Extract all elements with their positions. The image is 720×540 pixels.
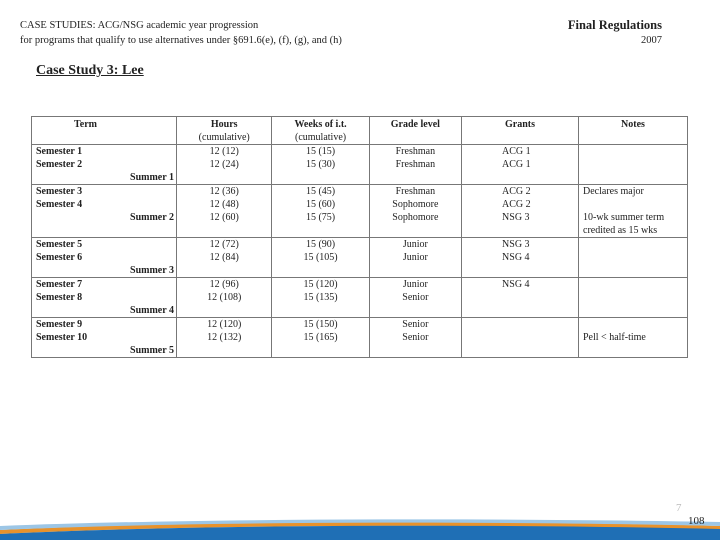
cell-term: Summer 2 [32, 211, 177, 238]
cell-notes [579, 158, 688, 171]
cell-weeks [272, 264, 369, 278]
cell-notes [579, 304, 688, 318]
cell-term: Semester 7 [32, 278, 177, 292]
cell-grants [462, 318, 579, 332]
table-body [32, 145, 688, 358]
header-term: Term [32, 117, 177, 145]
cell-grade [369, 171, 461, 185]
table-row [32, 264, 688, 278]
cell-weeks: 15 (60) [272, 198, 369, 211]
cell-term: Summer 1 [32, 171, 177, 185]
header-hours-sub: (cumulative) [198, 132, 250, 143]
cell-grants [462, 331, 579, 344]
cell-grants: NSG 3 [462, 211, 579, 238]
table-row [32, 291, 688, 304]
cell-grants: ACG 2 [462, 185, 579, 199]
cell-grade: Junior [369, 251, 461, 264]
cell-notes [579, 145, 688, 159]
header-weeks-label: Weeks of i.t. [294, 119, 347, 130]
progression-table [31, 116, 688, 358]
header-line-2: for programs that qualify to use alternatives under §691.6(e), (f), (g), and (h) [20, 35, 342, 46]
cell-hours [177, 304, 272, 318]
cell-hours [177, 264, 272, 278]
cell-grade [369, 344, 461, 358]
cell-hours: 12 (36) [177, 185, 272, 199]
header-weeks-sub: (cumulative) [295, 132, 347, 143]
table-row [32, 198, 688, 211]
cell-grade [369, 304, 461, 318]
cell-hours: 12 (120) [177, 318, 272, 332]
cell-grade: Junior [369, 238, 461, 252]
header-grade: Grade level [369, 117, 461, 145]
cell-grade: Freshman [369, 185, 461, 199]
cell-weeks: 15 (135) [272, 291, 369, 304]
cell-notes [579, 171, 688, 185]
page-number: 108 [688, 515, 705, 527]
cell-grade: Senior [369, 318, 461, 332]
cell-grade: Senior [369, 331, 461, 344]
header-line-1: CASE STUDIES: ACG/NSG academic year progression [20, 20, 259, 31]
cell-notes [579, 264, 688, 278]
cell-notes: Pell < half-time [579, 331, 688, 344]
cell-term: Semester 8 [32, 291, 177, 304]
cell-hours [177, 171, 272, 185]
cell-hours: 12 (132) [177, 331, 272, 344]
cell-grants: NSG 4 [462, 278, 579, 292]
header-left [20, 18, 342, 48]
cell-weeks: 15 (30) [272, 158, 369, 171]
cell-weeks: 15 (165) [272, 331, 369, 344]
cell-grade: Sophomore [369, 211, 461, 238]
cell-term: Summer 3 [32, 264, 177, 278]
table-row [32, 331, 688, 344]
cell-notes: 10-wk summer term credited as 15 wks [579, 211, 688, 238]
cell-term: Semester 3 [32, 185, 177, 199]
cell-grants: NSG 4 [462, 251, 579, 264]
cell-weeks [272, 304, 369, 318]
cell-notes [579, 251, 688, 264]
header-hours [177, 117, 272, 145]
cell-hours [177, 344, 272, 358]
cell-weeks: 15 (105) [272, 251, 369, 264]
cell-grade: Senior [369, 291, 461, 304]
cell-grade: Sophomore [369, 198, 461, 211]
cell-weeks: 15 (120) [272, 278, 369, 292]
table-row [32, 344, 688, 358]
header-right-year: 2007 [641, 35, 662, 46]
cell-term: Semester 9 [32, 318, 177, 332]
case-study-title: Case Study 3: Lee [36, 63, 144, 78]
cell-notes [579, 198, 688, 211]
table-row [32, 304, 688, 318]
cell-grants: ACG 1 [462, 145, 579, 159]
header-right-title: Final Regulations [567, 18, 662, 32]
cell-weeks: 15 (75) [272, 211, 369, 238]
footer-swoosh [0, 518, 720, 540]
table-row [32, 238, 688, 252]
header-hours-label: Hours [210, 119, 238, 130]
cell-term: Summer 5 [32, 344, 177, 358]
header-weeks [272, 117, 369, 145]
table-row [32, 145, 688, 159]
cell-weeks: 15 (15) [272, 145, 369, 159]
cell-weeks: 15 (45) [272, 185, 369, 199]
cell-grants: ACG 1 [462, 158, 579, 171]
table-row [32, 185, 688, 199]
header-notes: Notes [579, 117, 688, 145]
cell-hours: 12 (108) [177, 291, 272, 304]
cell-weeks [272, 344, 369, 358]
table-header-row [32, 117, 688, 145]
cell-grants [462, 291, 579, 304]
cell-hours: 12 (12) [177, 145, 272, 159]
cell-term: Semester 5 [32, 238, 177, 252]
cell-grants: ACG 2 [462, 198, 579, 211]
cell-grade: Freshman [369, 158, 461, 171]
cell-hours: 12 (72) [177, 238, 272, 252]
cell-grants: NSG 3 [462, 238, 579, 252]
cell-notes [579, 344, 688, 358]
cell-notes [579, 291, 688, 304]
cell-grade [369, 264, 461, 278]
cell-term: Semester 10 [32, 331, 177, 344]
cell-hours: 12 (24) [177, 158, 272, 171]
cell-term: Semester 4 [32, 198, 177, 211]
cell-notes: Declares major [579, 185, 688, 199]
cell-weeks [272, 171, 369, 185]
cell-weeks: 15 (90) [272, 238, 369, 252]
table-row [32, 278, 688, 292]
cell-grade: Junior [369, 278, 461, 292]
table-row [32, 211, 688, 238]
header-grants: Grants [462, 117, 579, 145]
cell-weeks: 15 (150) [272, 318, 369, 332]
cell-term: Summer 4 [32, 304, 177, 318]
slide-number: 7 [676, 502, 682, 514]
cell-notes [579, 238, 688, 252]
cell-grade: Freshman [369, 145, 461, 159]
cell-grants [462, 344, 579, 358]
cell-hours: 12 (84) [177, 251, 272, 264]
header-right [568, 17, 662, 48]
cell-notes [579, 318, 688, 332]
table-row [32, 158, 688, 171]
table-row [32, 318, 688, 332]
cell-term: Semester 6 [32, 251, 177, 264]
cell-term: Semester 1 [32, 145, 177, 159]
cell-term: Semester 2 [32, 158, 177, 171]
cell-grants [462, 304, 579, 318]
cell-hours: 12 (60) [177, 211, 272, 238]
cell-notes [579, 278, 688, 292]
table-row [32, 251, 688, 264]
cell-grants [462, 264, 579, 278]
cell-hours: 12 (48) [177, 198, 272, 211]
table-row [32, 171, 688, 185]
cell-grants [462, 171, 579, 185]
cell-hours: 12 (96) [177, 278, 272, 292]
